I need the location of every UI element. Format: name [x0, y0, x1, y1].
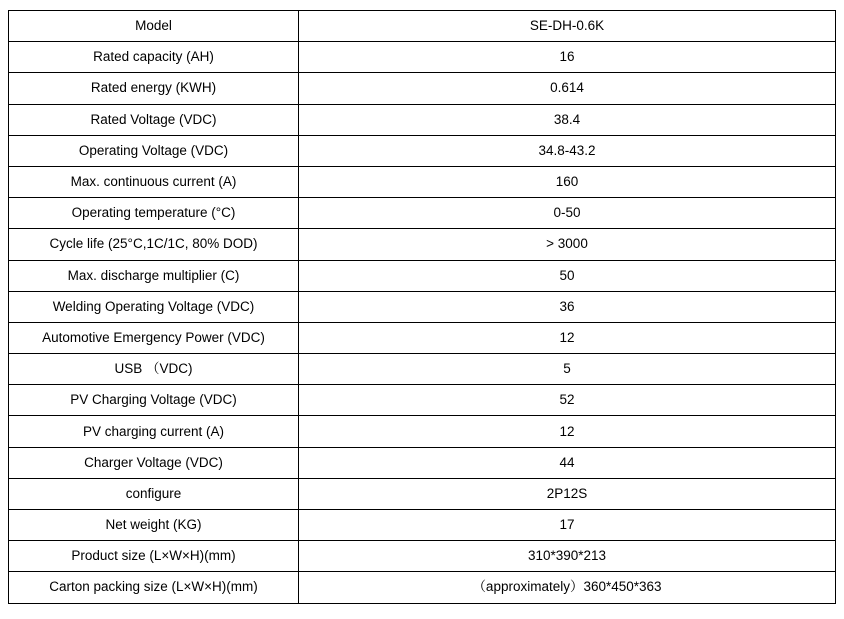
table-row: [9, 42, 836, 73]
value-cell: 12: [299, 322, 836, 353]
param-cell: Automotive Emergency Power (VDC): [9, 322, 299, 353]
param-cell: Rated Voltage (VDC): [9, 104, 299, 135]
value-cell: 160: [299, 166, 836, 197]
value-cell: 12: [299, 416, 836, 447]
param-cell: Max. discharge multiplier (C): [9, 260, 299, 291]
param-cell: Product size (L×W×H)(mm): [9, 541, 299, 572]
param-cell: Cycle life (25°C,1C/1C, 80% DOD): [9, 229, 299, 260]
value-cell: 34.8-43.2: [299, 135, 836, 166]
value-cell: 17: [299, 510, 836, 541]
value-cell: （approximately）360*450*363: [299, 572, 836, 603]
param-cell: PV charging current (A): [9, 416, 299, 447]
param-cell: USB （VDC): [9, 354, 299, 385]
param-cell: Rated energy (KWH): [9, 73, 299, 104]
value-cell: 52: [299, 385, 836, 416]
table-row: [9, 447, 836, 478]
param-cell: PV Charging Voltage (VDC): [9, 385, 299, 416]
table-row: [9, 73, 836, 104]
value-cell: 2P12S: [299, 478, 836, 509]
param-cell: Max. continuous current (A): [9, 166, 299, 197]
value-cell: 44: [299, 447, 836, 478]
table-row: [9, 104, 836, 135]
table-row: [9, 354, 836, 385]
table-row: [9, 11, 836, 42]
value-cell: 38.4: [299, 104, 836, 135]
value-cell: 5: [299, 354, 836, 385]
param-cell: Charger Voltage (VDC): [9, 447, 299, 478]
value-cell: SE-DH-0.6K: [299, 11, 836, 42]
param-cell: Welding Operating Voltage (VDC): [9, 291, 299, 322]
table-row: [9, 385, 836, 416]
value-cell: 50: [299, 260, 836, 291]
table-row: [9, 541, 836, 572]
param-cell: Carton packing size (L×W×H)(mm): [9, 572, 299, 603]
table-row: [9, 416, 836, 447]
param-cell: Model: [9, 11, 299, 42]
table-row: [9, 478, 836, 509]
value-cell: 0.614: [299, 73, 836, 104]
param-cell: Net weight (KG): [9, 510, 299, 541]
table-row: [9, 572, 836, 603]
value-cell: 0-50: [299, 198, 836, 229]
value-cell: 36: [299, 291, 836, 322]
value-cell: 310*390*213: [299, 541, 836, 572]
value-cell: > 3000: [299, 229, 836, 260]
table-row: [9, 166, 836, 197]
param-cell: Operating Voltage (VDC): [9, 135, 299, 166]
value-cell: 16: [299, 42, 836, 73]
param-cell: configure: [9, 478, 299, 509]
table-row: [9, 322, 836, 353]
spec-table: [8, 10, 836, 604]
table-row: [9, 198, 836, 229]
param-cell: Operating temperature (°C): [9, 198, 299, 229]
table-row: [9, 135, 836, 166]
table-row: [9, 260, 836, 291]
table-row: [9, 510, 836, 541]
param-cell: Rated capacity (AH): [9, 42, 299, 73]
table-row: [9, 229, 836, 260]
table-row: [9, 291, 836, 322]
